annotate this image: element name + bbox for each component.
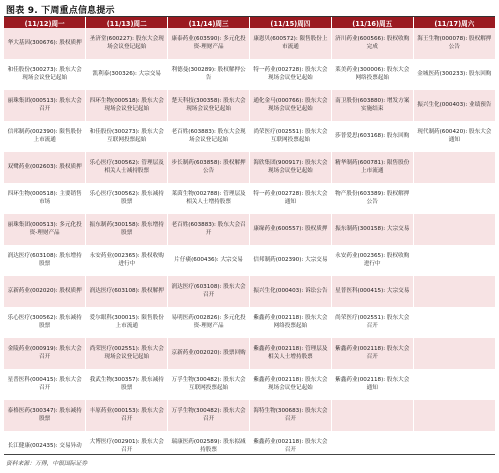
- cell-text: 星普医科(000415): 大宗交易: [335, 287, 410, 294]
- cell-text: 信邦制药(002390): 限售股份上市流通: [7, 128, 82, 143]
- table-cell: [331, 400, 413, 431]
- table-cell: [86, 214, 168, 245]
- table-cell: [413, 90, 495, 121]
- cell-text: 乐心医疗(300562): 管理层及相关人士减持股票: [89, 159, 164, 174]
- cell-text: 丰原药业(000153): 股东大会召开: [89, 407, 164, 422]
- table-cell: [86, 400, 168, 431]
- cell-text: 特一药业(002728): 股东大会通知: [253, 190, 328, 205]
- cell-text: 长江健康(002435): 交易异动: [7, 442, 82, 449]
- table-cell: [168, 431, 250, 462]
- table-cell: [249, 276, 331, 307]
- cell-text: 京新药业(002020): 股权质押: [7, 287, 82, 294]
- cell-text: 老百姓(603883): 股东大会现场会议登记起始: [171, 128, 246, 143]
- table-cell: [4, 338, 86, 369]
- table-cell: [249, 307, 331, 338]
- cell-text: 圣济堂(600227): 股东大会现场会议登记起始: [89, 35, 164, 50]
- table-row: [4, 90, 495, 121]
- table-cell: [86, 307, 168, 338]
- cell-text: 精华制药(600781): 限售股份上市流通: [335, 159, 410, 174]
- cell-text: 莱美药业(300006): 股东大会网络投票起始: [335, 66, 410, 81]
- table-row: [4, 369, 495, 400]
- column-header: (11/13)周二: [86, 17, 168, 28]
- column-header: (11/14)周三: [168, 17, 250, 28]
- cell-text: 济川药业(600566): 股权收购完成: [335, 35, 410, 50]
- table-cell: [4, 183, 86, 214]
- cell-text: 润达医疗(603108): 股东增持股票: [7, 252, 82, 267]
- table-row: [4, 276, 495, 307]
- table-cell: [249, 400, 331, 431]
- table-cell: [86, 338, 168, 369]
- cell-text: 乐心医疗(300562): 股东减持股票: [89, 190, 164, 205]
- cell-text: 海王生物(000078): 股权解押公告: [417, 35, 492, 50]
- table-cell: [413, 59, 495, 90]
- table-cell: [168, 307, 250, 338]
- cell-text: 物产股份(603389): 股权解押公告: [335, 190, 410, 205]
- cell-text: 南卫股份(603880): 增发方案实施结束: [335, 97, 410, 112]
- table-cell: [4, 245, 86, 276]
- cell-text: 利德曼(300289): 股权解押公告: [171, 66, 246, 81]
- table-cell: [86, 431, 168, 462]
- table-cell: [168, 276, 250, 307]
- cell-text: 泰格医药(300347): 股东减持股票: [7, 407, 82, 422]
- table-cell: [413, 245, 495, 276]
- table-cell: [4, 28, 86, 59]
- table-cell: [168, 400, 250, 431]
- table-cell: [168, 59, 250, 90]
- table-cell: [86, 28, 168, 59]
- cell-text: 永安药业(002365): 股权收购进行中: [335, 252, 410, 267]
- table-cell: [168, 245, 250, 276]
- table-cell: [4, 369, 86, 400]
- table-row: [4, 28, 495, 59]
- table-cell: [86, 152, 168, 183]
- table-cell: [86, 276, 168, 307]
- table-row: [4, 121, 495, 152]
- cell-text: 万孚生物(300482): 股东大会召开: [171, 407, 246, 422]
- table-cell: [331, 338, 413, 369]
- table-cell: [331, 369, 413, 400]
- cell-text: 星普医科(000415): 股东大会召开: [7, 376, 82, 391]
- cell-text: 康缘药业(600557): 股权质押: [253, 225, 328, 232]
- table-cell: [86, 90, 168, 121]
- cell-text: 莎普爱思(603168): 股东回购: [335, 132, 410, 139]
- weekly-info-table: [4, 17, 495, 462]
- table-cell: [413, 276, 495, 307]
- table-cell: [413, 214, 495, 245]
- table-cell: [86, 183, 168, 214]
- table-cell: [249, 59, 331, 90]
- table-cell: [413, 152, 495, 183]
- table-cell: [86, 245, 168, 276]
- column-header: (11/15)周四: [249, 17, 331, 28]
- table-cell: [168, 152, 250, 183]
- table-row: [4, 245, 495, 276]
- cell-text: 尚荣医疗(002551): 股东大会互联网投票起始: [253, 128, 328, 143]
- table-cell: [86, 59, 168, 90]
- cell-text: 片仔癀(600436): 大宗交易: [174, 256, 243, 263]
- cell-text: 我武生物(300357): 股东减持股票: [89, 376, 164, 391]
- table-cell: [4, 121, 86, 152]
- cell-text: 润达医疗(603108): 股权解押: [89, 287, 164, 294]
- table-cell: [249, 245, 331, 276]
- cell-text: 特一药业(002728): 股东大会现场会议登记起始: [253, 66, 328, 81]
- cell-text: 现代制药(600420): 股东大会通知: [417, 128, 492, 143]
- cell-text: 乐心医疗(300562): 股东减持股票: [7, 314, 82, 329]
- cell-text: 金城医药(300233): 股东回购: [417, 70, 492, 77]
- table-cell: [249, 431, 331, 462]
- table-cell: [331, 28, 413, 59]
- table-cell: [168, 121, 250, 152]
- table-cell: [331, 183, 413, 214]
- table-row: [4, 152, 495, 183]
- cell-text: 凯利泰(300326): 大宗交易: [92, 70, 162, 77]
- table-cell: [86, 121, 168, 152]
- table-cell: [4, 400, 86, 431]
- cell-text: 四环生物(000518): 股东大会现场会议登记起始: [89, 97, 164, 112]
- table-cell: [249, 183, 331, 214]
- table-cell: [331, 90, 413, 121]
- table-cell: [413, 183, 495, 214]
- cell-text: 瑞康医药(002589): 股东拟减持股票: [171, 438, 246, 453]
- cell-text: 和佳股份(300273): 股东大会互联网投票起始: [89, 128, 164, 143]
- table-cell: [413, 28, 495, 59]
- table-cell: [4, 276, 86, 307]
- column-header: (11/17)周六: [413, 17, 495, 28]
- cell-text: 振东制药(300158): 股东增持股票: [89, 221, 164, 236]
- table-cell: [4, 307, 86, 338]
- table-cell: [249, 338, 331, 369]
- cell-text: 尚荣医疗(002551): 股东大会召开: [335, 314, 410, 329]
- column-header: (11/12)周一: [4, 17, 86, 28]
- column-header: (11/16)周五: [331, 17, 413, 28]
- cell-text: 和佳股份(300273): 股东大会现场会议登记起始: [7, 66, 82, 81]
- table-cell: [413, 431, 495, 462]
- cell-text: 海欣集团(900917): 股东大会现场会议登记起始: [253, 159, 328, 174]
- cell-text: 紫鑫药业(002118): 股东大会通知: [335, 376, 410, 391]
- table-cell: [168, 369, 250, 400]
- table-cell: [331, 431, 413, 462]
- table-cell: [331, 152, 413, 183]
- table-cell: [4, 90, 86, 121]
- table-cell: [413, 121, 495, 152]
- cell-text: 康恩贝(600572): 限售股份上市流通: [253, 35, 328, 50]
- table-header-row: [4, 17, 495, 28]
- table-cell: [249, 28, 331, 59]
- cell-text: 紫鑫药业(002118): 股东大会现场会议登记起始: [253, 376, 328, 391]
- table-cell: [249, 121, 331, 152]
- cell-text: 通化金马(000766): 股东大会现场会议登记起始: [253, 97, 328, 112]
- table-cell: [168, 90, 250, 121]
- table-cell: [331, 276, 413, 307]
- table-cell: [4, 152, 86, 183]
- cell-text: 永安药业(002365): 股权收购进行中: [89, 252, 164, 267]
- table-row: [4, 400, 495, 431]
- source-note: 资料来源：万得，中银国际证券: [6, 461, 88, 467]
- cell-text: 信邦制药(002390): 大宗交易: [253, 256, 328, 263]
- table-cell: [413, 307, 495, 338]
- cell-text: 大博医疗(002901): 股东大会召开: [89, 438, 164, 453]
- table-row: [4, 307, 495, 338]
- cell-text: 爱尔眼科(300015): 限售股份上市流通: [89, 314, 164, 329]
- table-cell: [331, 121, 413, 152]
- table-cell: [249, 214, 331, 245]
- cell-text: 润达医疗(603108): 股东大会召开: [171, 283, 246, 298]
- table-row: [4, 59, 495, 90]
- table-cell: [249, 369, 331, 400]
- cell-text: 万孚生物(300482): 股东大会互联网投票起始: [171, 376, 246, 391]
- cell-text: 尚荣医疗(002551): 股东大会现场会议登记起始: [89, 345, 164, 360]
- cell-text: 四环生物(000518): 主要销售市场: [7, 190, 82, 205]
- cell-text: 振兴生化(000403): 业绩预告: [417, 101, 492, 108]
- cell-text: 振兴生化(000403): 诉讼公告: [253, 287, 328, 294]
- cell-text: 海特生物(300683): 股东大会召开: [253, 407, 328, 422]
- table-cell: [4, 214, 86, 245]
- cell-text: 老百姓(603883): 股东大会召开: [171, 221, 246, 236]
- table-cell: [249, 90, 331, 121]
- cell-text: 丽珠集团(000513): 股东大会召开: [7, 97, 82, 112]
- cell-text: 双鹭药业(002603): 股权质押: [7, 163, 82, 170]
- cell-text: 振东制药(300158): 大宗交易: [335, 225, 410, 232]
- cell-text: 京新药业(002020): 股票回购: [171, 349, 246, 356]
- cell-text: 步长制药(603858): 股权解押公告: [171, 159, 246, 174]
- table-cell: [331, 59, 413, 90]
- cell-text: 华大基因(300676): 股权质押: [7, 39, 82, 46]
- table-cell: [413, 338, 495, 369]
- table-body: [4, 28, 495, 462]
- table-cell: [168, 28, 250, 59]
- table-cell: [413, 400, 495, 431]
- cell-text: 金陵药业(000919): 股东大会召开: [7, 345, 82, 360]
- table-cell: [168, 183, 250, 214]
- table-row: [4, 183, 495, 214]
- table-cell: [4, 59, 86, 90]
- cell-text: 紫鑫药业(002118): 管理层及相关人士增持股票: [253, 345, 328, 360]
- cell-text: 莱茵生物(002788): 管理层及相关人士增持股票: [171, 190, 246, 205]
- cell-text: 丽珠集团(000513): 多元化投资-理财产品: [7, 221, 82, 236]
- table-cell: [168, 338, 250, 369]
- table-cell: [331, 214, 413, 245]
- bottom-rule: [4, 454, 495, 455]
- cell-text: 易明医药(002826): 多元化投资-理财产品: [171, 314, 246, 329]
- cell-text: 楚天科技(300358): 股东大会现场会议登记起始: [171, 97, 246, 112]
- table-cell: [331, 245, 413, 276]
- table-cell: [168, 214, 250, 245]
- table-row: [4, 338, 495, 369]
- cell-text: 康泰药业(603590): 多元化投资-理财产品: [171, 35, 246, 50]
- figure-title: 图表 9. 下周重点信息提示: [6, 6, 115, 16]
- cell-text: 紫鑫药业(002118): 股东大会网络投票起始: [253, 314, 328, 329]
- table-cell: [86, 369, 168, 400]
- table-cell: [331, 307, 413, 338]
- table-cell: [249, 152, 331, 183]
- cell-text: 紫鑫药业(002118): 股东大会召开: [253, 438, 328, 453]
- cell-text: 紫鑫药业(002118): 股东大会召开: [335, 345, 410, 360]
- table-cell: [413, 369, 495, 400]
- table-row: [4, 214, 495, 245]
